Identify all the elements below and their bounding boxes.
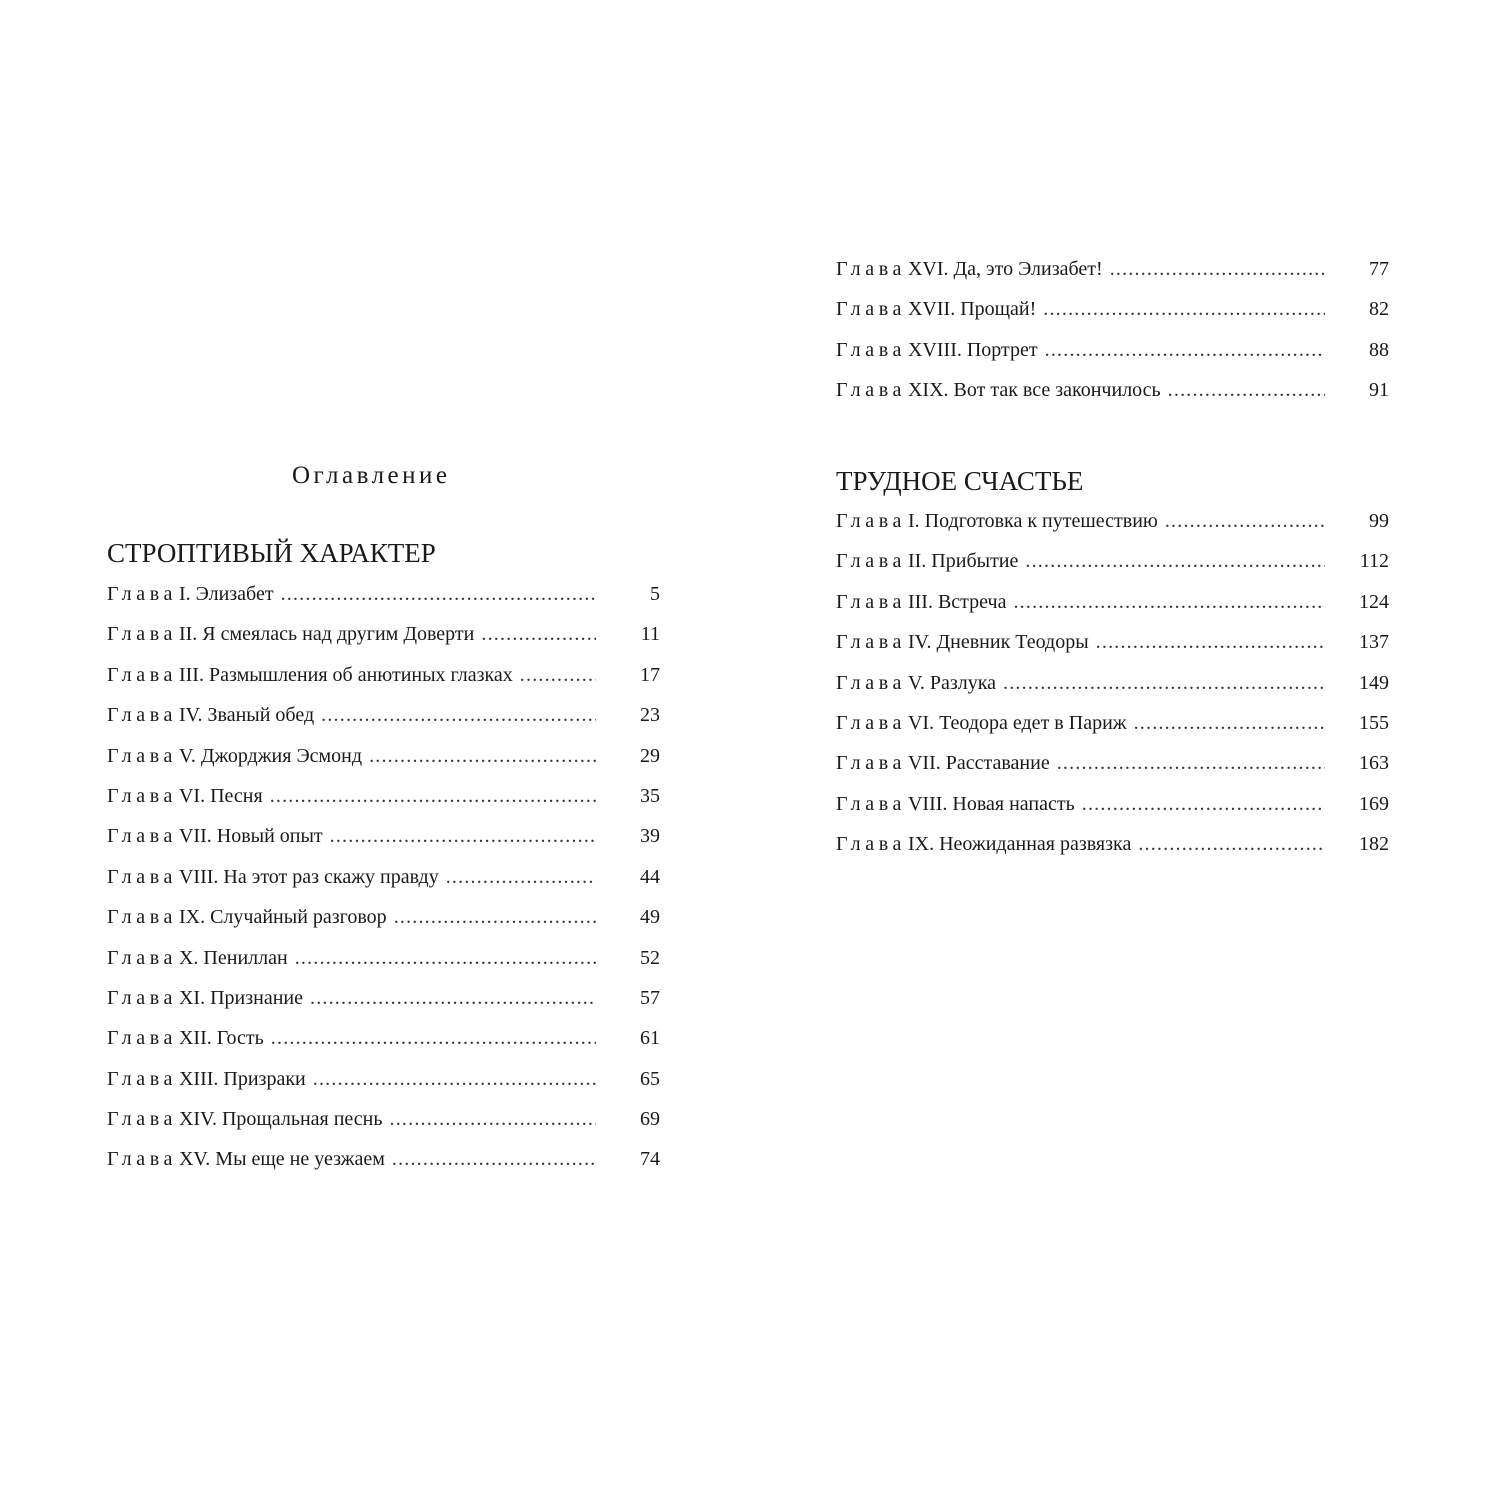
chapter-label: Глава xyxy=(836,550,906,573)
chapter-label: Глава xyxy=(107,663,177,686)
chapter-label: Глава xyxy=(836,792,906,815)
toc-entry[interactable] xyxy=(836,833,1389,873)
dot-leader xyxy=(281,583,596,606)
page-number: 163 xyxy=(1359,752,1389,775)
page-number: 149 xyxy=(1359,671,1389,694)
chapter-title: XVIII. Портрет xyxy=(907,338,1038,361)
chapter-label: Глава xyxy=(107,1067,177,1090)
dot-leader xyxy=(330,825,596,848)
toc-entry[interactable] xyxy=(836,752,1389,792)
dot-leader xyxy=(1138,833,1325,856)
chapter-label: Глава xyxy=(836,833,906,856)
dot-leader xyxy=(1057,752,1325,775)
toc-entry[interactable] xyxy=(107,1068,660,1108)
page-number: 77 xyxy=(1369,258,1389,280)
dot-leader xyxy=(1025,550,1325,573)
toc-entry[interactable] xyxy=(836,550,1389,590)
chapter-list-trudnoe-schastie xyxy=(836,510,1389,874)
toc-entry[interactable] xyxy=(107,987,660,1027)
chapter-title: V. Джорджия Эсмонд xyxy=(178,744,363,767)
toc-entry[interactable] xyxy=(836,339,1389,379)
chapter-title: VII. Расставание xyxy=(907,752,1050,775)
dot-leader xyxy=(313,1068,596,1091)
chapter-title: IX. Неожиданная развязка xyxy=(907,833,1132,856)
dot-leader xyxy=(1168,379,1325,402)
chapter-title: II. Я смеялась над другим Доверти xyxy=(178,623,475,646)
chapter-title: I. Подготовка к путешествию xyxy=(907,510,1158,532)
chapter-label: Глава xyxy=(836,752,906,775)
toc-entry[interactable] xyxy=(836,712,1389,752)
toc-entry[interactable] xyxy=(107,704,660,744)
page-number: 17 xyxy=(640,663,660,686)
section-title-stroptivyi-kharakter: СТРОПТИВЫЙ ХАРАКТЕР xyxy=(107,538,436,568)
dot-leader xyxy=(295,947,596,970)
page-number: 61 xyxy=(640,1027,660,1050)
chapter-title: XIV. Прощальная песнь xyxy=(178,1108,383,1131)
page-number: 49 xyxy=(640,906,660,929)
chapter-title: VI. Теодора едет в Париж xyxy=(907,711,1127,734)
page-number: 69 xyxy=(640,1108,660,1131)
chapter-label: Глава xyxy=(107,865,177,888)
toc-heading: Оглавление xyxy=(292,462,451,489)
chapter-title: XV. Мы еще не уезжаем xyxy=(178,1148,385,1171)
dot-leader xyxy=(1043,298,1325,321)
dot-leader xyxy=(1096,631,1325,654)
dot-leader xyxy=(1045,339,1325,362)
page-number: 35 xyxy=(640,784,660,807)
chapter-label: Глава xyxy=(836,590,906,613)
page-number: 99 xyxy=(1369,510,1389,532)
dot-leader xyxy=(1110,258,1325,281)
page-number: 57 xyxy=(640,986,660,1009)
dot-leader xyxy=(520,664,596,687)
toc-entry[interactable] xyxy=(107,825,660,865)
toc-entry[interactable] xyxy=(836,793,1389,833)
chapter-label: Глава xyxy=(107,1148,177,1171)
chapter-title: XVII. Прощай! xyxy=(907,298,1037,321)
dot-leader xyxy=(481,623,596,646)
toc-entry[interactable] xyxy=(836,298,1389,338)
toc-entry[interactable] xyxy=(836,379,1389,419)
page-number: 155 xyxy=(1359,711,1389,734)
toc-entry[interactable] xyxy=(107,1148,660,1188)
dot-leader xyxy=(1082,793,1325,816)
chapter-label: Глава xyxy=(836,671,906,694)
toc-entry[interactable] xyxy=(836,510,1389,550)
chapter-label: Глава xyxy=(836,379,906,402)
chapter-title: XII. Гость xyxy=(178,1027,264,1050)
chapter-list-stroptivyi-kharakter xyxy=(107,583,660,1189)
dot-leader xyxy=(392,1148,596,1171)
page-number: 44 xyxy=(640,865,660,888)
chapter-label: Глава xyxy=(836,258,906,280)
toc-entry[interactable] xyxy=(836,631,1389,671)
toc-entry[interactable] xyxy=(107,623,660,663)
chapter-title: XIII. Призраки xyxy=(178,1067,306,1090)
chapter-title: III. Размышления об анютиных глазках xyxy=(178,663,513,686)
chapter-title: X. Пениллан xyxy=(178,946,288,969)
chapter-title: V. Разлука xyxy=(907,671,997,694)
chapter-label: Глава xyxy=(107,906,177,929)
toc-entry[interactable] xyxy=(107,745,660,785)
page-number: 74 xyxy=(640,1148,660,1171)
toc-entry[interactable] xyxy=(107,906,660,946)
page-number: 137 xyxy=(1359,631,1389,654)
chapter-title: XIX. Вот так все закончилось xyxy=(907,379,1161,402)
page-number: 39 xyxy=(640,825,660,848)
dot-leader xyxy=(390,1108,596,1131)
dot-leader xyxy=(394,906,596,929)
chapter-label: Глава xyxy=(836,631,906,654)
page-number: 52 xyxy=(640,946,660,969)
chapter-title: IV. Дневник Теодоры xyxy=(907,631,1089,654)
dot-leader xyxy=(271,1027,596,1050)
chapter-label: Глава xyxy=(107,744,177,767)
chapter-label: Глава xyxy=(107,583,177,605)
toc-entry[interactable] xyxy=(836,258,1389,298)
chapter-label: Глава xyxy=(107,1027,177,1050)
toc-entry[interactable] xyxy=(836,591,1389,631)
chapter-label: Глава xyxy=(107,946,177,969)
chapter-title: VII. Новый опыт xyxy=(178,825,323,848)
page-number: 65 xyxy=(640,1067,660,1090)
chapter-label: Глава xyxy=(107,704,177,727)
toc-entry[interactable] xyxy=(107,1027,660,1067)
chapter-list-stroptivyi-kharakter-continued xyxy=(836,258,1389,420)
page-number: 23 xyxy=(640,704,660,727)
dot-leader xyxy=(310,987,596,1010)
chapter-label: Глава xyxy=(107,623,177,646)
chapter-title: III. Встреча xyxy=(907,590,1007,613)
chapter-title: II. Прибытие xyxy=(907,550,1019,573)
chapter-title: XVI. Да, это Элизабет! xyxy=(907,258,1103,280)
toc-entry[interactable] xyxy=(836,672,1389,712)
chapter-title: IX. Случайный разговор xyxy=(178,906,387,929)
chapter-label: Глава xyxy=(107,784,177,807)
chapter-label: Глава xyxy=(107,825,177,848)
chapter-label: Глава xyxy=(836,338,906,361)
toc-entry[interactable] xyxy=(107,664,660,704)
chapter-label: Глава xyxy=(107,986,177,1009)
page-number: 11 xyxy=(640,623,660,646)
dot-leader xyxy=(446,866,596,889)
page-number: 29 xyxy=(640,744,660,767)
dot-leader xyxy=(1013,591,1325,614)
chapter-title: I. Элизабет xyxy=(178,583,274,605)
page-number: 124 xyxy=(1359,590,1389,613)
chapter-title: VIII. Новая напасть xyxy=(907,792,1075,815)
page-number: 82 xyxy=(1369,298,1389,321)
chapter-label: Глава xyxy=(836,510,906,532)
chapter-title: XI. Признание xyxy=(178,986,303,1009)
dot-leader xyxy=(369,745,596,768)
chapter-title: VI. Песня xyxy=(178,784,263,807)
dot-leader xyxy=(321,704,596,727)
toc-entry[interactable] xyxy=(107,583,660,623)
page-number: 91 xyxy=(1369,379,1389,402)
chapter-label: Глава xyxy=(836,298,906,321)
page-number: 182 xyxy=(1359,833,1389,856)
page-number: 5 xyxy=(650,583,660,605)
section-title-trudnoe-schastie: ТРУДНОЕ СЧАСТЬЕ xyxy=(836,466,1084,496)
chapter-label: Глава xyxy=(107,1108,177,1131)
dot-leader xyxy=(270,785,596,808)
chapter-title: IV. Званый обед xyxy=(178,704,315,727)
page-number: 88 xyxy=(1369,338,1389,361)
toc-entry[interactable] xyxy=(107,1108,660,1148)
page-number: 169 xyxy=(1359,792,1389,815)
toc-entry[interactable] xyxy=(107,866,660,906)
dot-leader xyxy=(1003,672,1325,695)
chapter-label: Глава xyxy=(836,711,906,734)
page-number: 112 xyxy=(1359,550,1389,573)
chapter-title: VIII. На этот раз скажу правду xyxy=(178,865,439,888)
dot-leader xyxy=(1165,510,1325,533)
toc-entry[interactable] xyxy=(107,947,660,987)
dot-leader xyxy=(1134,712,1325,735)
toc-entry[interactable] xyxy=(107,785,660,825)
